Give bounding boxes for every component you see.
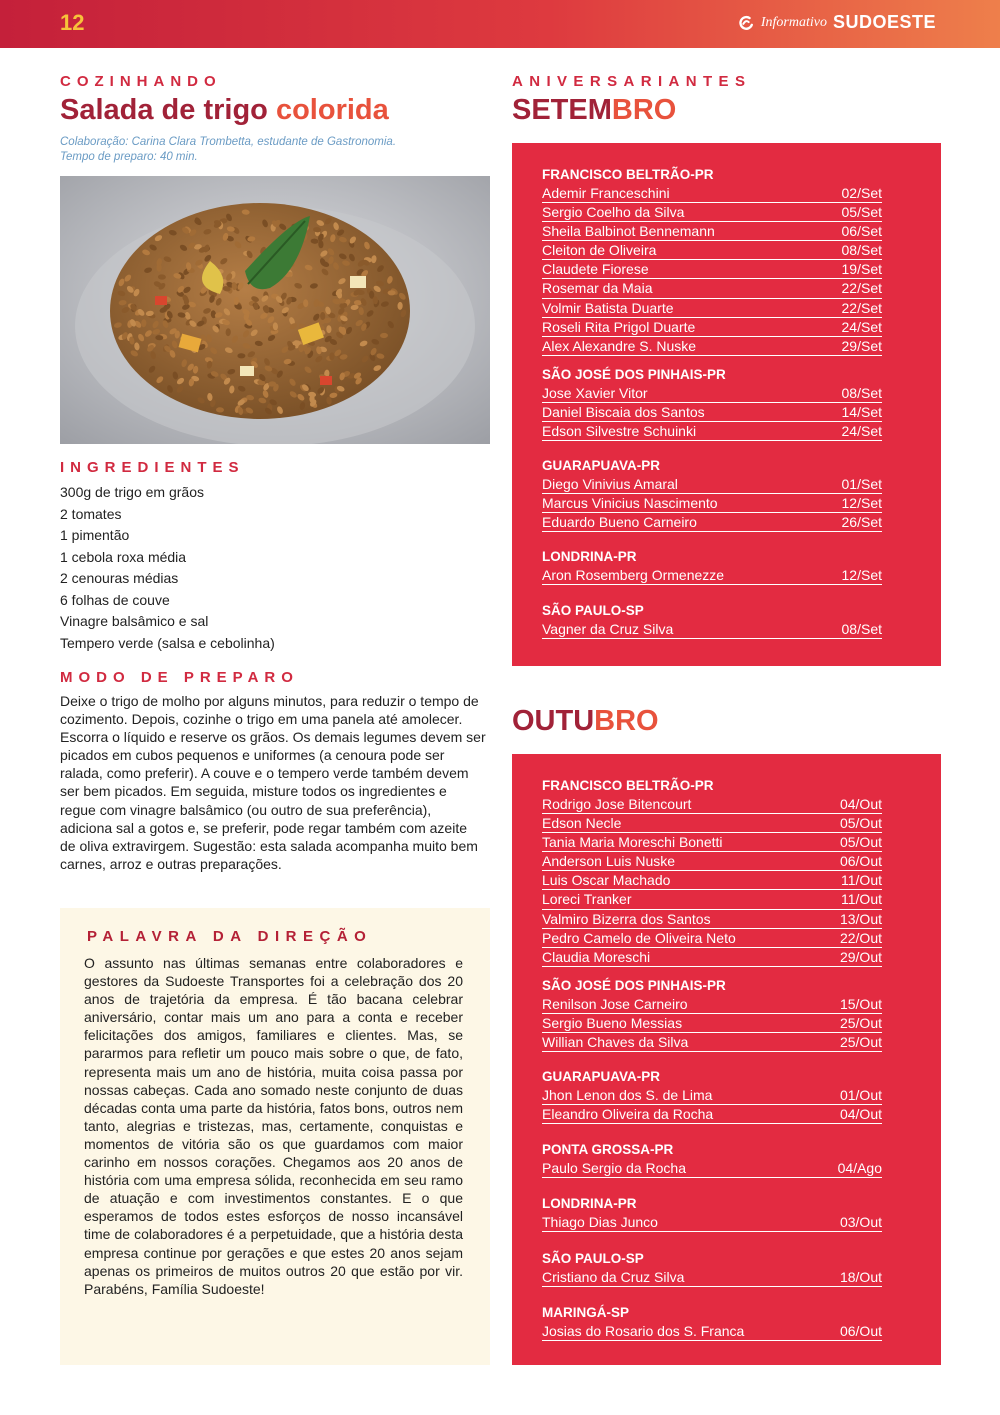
header-bar: [0, 0, 1000, 48]
person-name: Anderson Luis Nuske: [542, 853, 676, 870]
birthday-row: [542, 494, 882, 513]
recipe-title-part-a: Salada de trigo: [60, 94, 268, 126]
person-name: Jose Xavier Vitor: [542, 385, 648, 401]
birthday-date: 06/Set: [841, 223, 882, 240]
person-name: Edson Silvestre Schuinki: [542, 423, 697, 440]
birthday-date: 06/Out: [839, 853, 882, 870]
brand-name: SUDOESTE: [832, 12, 936, 32]
birthday-date: 03/Out: [839, 1214, 882, 1230]
person-name: Cleiton de Oliveira: [542, 242, 657, 259]
birthday-date: 11/Out: [841, 872, 882, 889]
recipe-credit: [60, 135, 480, 165]
birthday-row: [542, 1213, 882, 1232]
person-name: Luis Oscar Machado: [542, 872, 671, 889]
ingredient-item: Tempero verde (salsa e cebolinha): [60, 634, 275, 651]
direction-box: [60, 908, 490, 1365]
person-name: Claudia Moreschi: [542, 948, 651, 965]
birthday-date: 04/Ago: [837, 1160, 882, 1176]
birthdays-kicker: ANIVERSARIANTES: [512, 73, 752, 90]
month-title-part-a: OUTU: [512, 705, 595, 737]
person-name: Daniel Biscaia dos Santos: [542, 404, 705, 421]
city-group: [542, 165, 882, 356]
birthday-date: 22/Set: [841, 280, 882, 297]
person-name: Edson Necle: [542, 815, 622, 832]
birthday-row: [542, 222, 882, 241]
recipe-title: [60, 94, 389, 127]
birthday-row: [542, 910, 882, 929]
person-name: Loreci Tranker: [542, 891, 632, 908]
birthday-date: 14/Set: [841, 404, 882, 421]
ingredient-item: 6 folhas de couve: [60, 591, 170, 608]
birthday-date: 12/Set: [841, 567, 882, 583]
person-name: Tania Maria Moreschi Bonetti: [542, 834, 723, 851]
person-name: Volmir Batista Duarte: [542, 299, 674, 316]
birthday-row: [542, 260, 882, 279]
person-name: Sergio Coelho da Silva: [542, 204, 685, 221]
ingredient-item: 1 cebola roxa média: [60, 548, 187, 565]
person-name: Valmiro Bizerra dos Santos: [542, 910, 711, 927]
person-name: Alex Alexandre S. Nuske: [542, 337, 697, 354]
city-name: PONTA GROSSA-PR: [542, 1142, 674, 1157]
page-number: 12: [60, 10, 85, 35]
birthday-date: 29/Out: [839, 948, 882, 965]
person-name: Eleandro Oliveira da Rocha: [542, 1106, 714, 1123]
direction-heading: PALAVRA DA DIREÇÃO: [87, 928, 373, 945]
birthday-box-october: [512, 754, 941, 1365]
birthday-date: 05/Out: [839, 834, 882, 851]
birthday-row: [542, 337, 882, 356]
city-group: [542, 1194, 882, 1232]
birthday-row: [542, 620, 882, 639]
ingredient-item: 2 cenouras médias: [60, 570, 179, 586]
city-name: SÃO JOSÉ DOS PINHAIS-PR: [542, 978, 726, 993]
birthday-row: [542, 814, 882, 833]
birthday-date: 02/Set: [841, 185, 882, 201]
person-name: Pedro Camelo de Oliveira Neto: [542, 929, 736, 946]
city-name: MARINGÁ-SP: [542, 1305, 629, 1320]
birthday-row: [542, 279, 882, 298]
person-name: Vagner da Cruz Silva: [542, 621, 674, 637]
birthday-row: [542, 795, 882, 814]
birthday-row: [542, 1159, 882, 1178]
person-name: Cristiano da Cruz Silva: [542, 1269, 685, 1285]
birthday-date: 12/Set: [841, 495, 882, 512]
birthday-date: 29/Set: [841, 337, 882, 354]
birthday-date: 05/Out: [839, 815, 882, 832]
person-name: Paulo Sergio da Rocha: [542, 1160, 686, 1176]
person-name: Aron Rosemberg Ormenezze: [542, 567, 725, 583]
month-title-september: [512, 94, 676, 127]
birthday-row: [542, 384, 882, 403]
birthday-date: 01/Out: [839, 1087, 882, 1103]
birthday-row: [542, 1105, 882, 1124]
person-name: Diego Vinivius Amaral: [542, 476, 678, 492]
birthday-row: [542, 513, 882, 532]
city-name: GUARAPUAVA-PR: [542, 458, 660, 473]
birthday-date: 22/Set: [841, 299, 882, 316]
birthday-row: [542, 1014, 882, 1033]
person-name: Willian Chaves da Silva: [542, 1034, 689, 1051]
birthday-date: 08/Set: [841, 385, 882, 401]
ingredients-list: [60, 482, 275, 654]
ingredient-item: Vinagre balsâmico e sal: [60, 613, 209, 629]
birthday-row: [542, 833, 882, 852]
birthday-date: 25/Out: [839, 1015, 882, 1032]
person-name: Eduardo Bueno Carneiro: [542, 514, 697, 531]
city-group: [542, 1140, 882, 1178]
birthday-row: [542, 318, 882, 337]
birthday-date: 04/Out: [839, 1106, 882, 1123]
recipe-credit-author: Colaboração: Carina Clara Trombetta, estudante de Gastronomia.: [60, 136, 397, 148]
person-name: Rosemar da Maia: [542, 280, 653, 297]
birthday-date: 26/Set: [841, 514, 882, 531]
birthday-row: [542, 1322, 882, 1341]
month-title-part-b: BRO: [611, 94, 677, 126]
brand-logo: [737, 12, 936, 33]
city-group: [542, 1067, 882, 1124]
recipe-photo: [60, 176, 490, 444]
birthday-row: [542, 566, 882, 585]
birthday-date: 08/Set: [841, 621, 882, 637]
city-name: LONDRINA-PR: [542, 549, 637, 564]
city-name: SÃO PAULO-SP: [542, 1251, 644, 1266]
city-name: LONDRINA-PR: [542, 1196, 637, 1211]
birthday-date: 01/Set: [841, 476, 882, 492]
month-title-part-b: BRO: [594, 705, 659, 737]
city-group: [542, 1303, 882, 1341]
person-name: Jhon Lenon dos S. de Lima: [542, 1087, 713, 1103]
recipe-prep-time: Tempo de preparo: 40 min.: [60, 151, 198, 163]
city-name: GUARAPUAVA-PR: [542, 1069, 660, 1084]
birthday-row: [542, 1033, 882, 1052]
person-name: Marcus Vinicius Nascimento: [542, 495, 718, 512]
person-name: Josias do Rosario dos S. Franca: [542, 1323, 745, 1339]
city-group: [542, 976, 882, 1052]
birthday-date: 24/Set: [841, 423, 882, 440]
city-group: [542, 601, 882, 639]
person-name: Roseli Rita Prigol Duarte: [542, 318, 696, 335]
city-group: [542, 776, 882, 967]
method-heading: MODO DE PREPARO: [60, 669, 299, 686]
method-text: Deixe o trigo de molho por alguns minutos, para reduzir o tempo de cozimento. Depois, cozinhe o trigo em uma panela até amolecer. Escorra o líquido e reserve os grãos. Os demais legumes devem ser picados em cubos pequenos e uniformes (a cenoura pode ser ralada, como preferir). A couve e o tempero verde também devem ser bem picados. Em seguida, misture todos os ingredientes e regue com vinagre balsâmico (ou outro de sua preferência), adiciona sal a gotos e, se preferir, pode regar também com azeite de oliva extravirgem. Sugestão: esta salada acompanha muito bem carnes, arroz e outras preparações.: [60, 693, 486, 872]
birthday-date: 06/Out: [839, 1323, 882, 1339]
birthday-date: 15/Out: [839, 996, 882, 1012]
recipe-title-part-b: colorida: [275, 94, 389, 126]
birthday-row: [542, 890, 882, 909]
birthday-row: [542, 203, 882, 222]
ingredient-item: 2 tomates: [60, 505, 122, 522]
birthday-box-september: [512, 143, 941, 666]
city-name: SÃO JOSÉ DOS PINHAIS-PR: [542, 367, 726, 382]
person-name: Sheila Balbinot Bennemann: [542, 223, 715, 240]
birthday-date: 05/Set: [841, 204, 882, 221]
direction-text: O assunto nas últimas semanas entre colaboradores e gestores da Sudoeste Transportes foi a celebração dos 20 anos de trajetória da empresa. É tão bacana celebrar aniversário, contar mais um ano para a conta e receber felicitações dos amigos, familiares e clientes. Mas, se pararmos para refletir um pouco mais sobre o que, de fato, representa mais um ano de história, muita coisa passa por nossas cabeças. Cada ano somado neste conjunto de duas décadas conta uma parte da história, fatos bons, outros nem tanto, alegrias e tristezas, mas, certamente, conquistas e momentos de vitória são os que guardamos com maior carinho em nossos corações. Chegamos aos 20 anos de história com uma empresa sólida, reconhecida em seu ramo de atuação e com investimentos constantes. E o que esperamos de todos estes esforços de nosso incansável time de colaboradores é a perpetuidade, que a história desta empresa continue por gerações e que estes 20 anos sejam apenas os primeiros de muitos outros 20 que estão por vir. Parabéns, Família Sudoeste!: [84, 955, 463, 1297]
city-group: [542, 1249, 882, 1287]
birthday-date: 22/Out: [839, 929, 882, 946]
person-name: Renilson Jose Carneiro: [542, 996, 688, 1012]
person-name: Rodrigo Jose Bitencourt: [542, 796, 692, 812]
birthday-date: 04/Out: [839, 796, 882, 812]
person-name: Ademir Franceschini: [542, 185, 670, 201]
brand-prefix: Informativo: [760, 14, 827, 30]
birthday-date: 08/Set: [841, 242, 882, 259]
month-title-october: [512, 705, 659, 738]
swirl-logo-icon: [737, 14, 755, 32]
city-group: [542, 547, 882, 585]
birthday-date: 19/Set: [841, 261, 882, 278]
birthday-date: 13/Out: [839, 910, 882, 927]
city-group: [542, 456, 882, 532]
birthday-row: [542, 852, 882, 871]
person-name: Thiago Dias Junco: [542, 1214, 658, 1230]
birthday-row: [542, 422, 882, 441]
birthday-date: 11/Out: [841, 891, 882, 908]
city-group: [542, 365, 882, 441]
birthday-row: [542, 929, 882, 948]
birthday-row: [542, 948, 882, 967]
birthday-row: [542, 475, 882, 494]
city-name: FRANCISCO BELTRÃO-PR: [542, 778, 714, 793]
birthday-date: 18/Out: [839, 1269, 882, 1285]
birthday-row: [542, 403, 882, 422]
birthday-row: [542, 1086, 882, 1105]
ingredient-item: 1 pimentão: [60, 527, 130, 543]
birthday-date: 24/Set: [841, 318, 882, 335]
city-name: FRANCISCO BELTRÃO-PR: [542, 167, 714, 182]
person-name: Claudete Fiorese: [542, 261, 649, 278]
birthday-row: [542, 299, 882, 318]
birthday-row: [542, 184, 882, 203]
recipe-kicker: COZINHANDO: [60, 73, 222, 90]
birthday-row: [542, 1268, 882, 1287]
birthday-date: 25/Out: [839, 1034, 882, 1051]
person-name: Sergio Bueno Messias: [542, 1015, 683, 1032]
birthday-row: [542, 995, 882, 1014]
month-title-part-a: SETEM: [512, 94, 612, 126]
birthday-row: [542, 241, 882, 260]
birthday-row: [542, 871, 882, 890]
ingredients-heading: INGREDIENTES: [60, 459, 245, 476]
ingredient-item: 300g de trigo em grãos: [60, 484, 204, 500]
city-name: SÃO PAULO-SP: [542, 603, 644, 618]
